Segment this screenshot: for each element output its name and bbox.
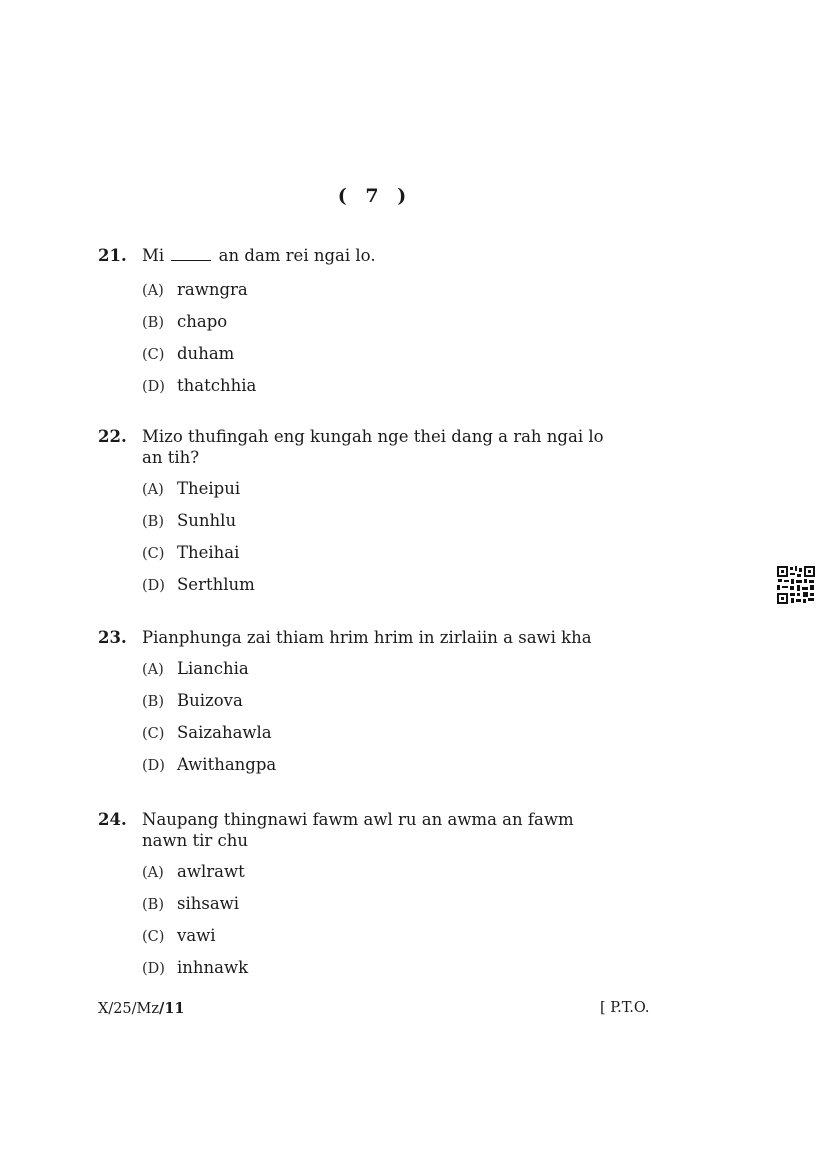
question-text: Mizo thufingah eng kungah nge thei dang a rah ngai lo an tih? bbox=[142, 427, 604, 467]
option-list bbox=[142, 478, 618, 606]
option-d: (D) inhnawk bbox=[142, 958, 249, 977]
option-c: (C) duham bbox=[142, 344, 235, 363]
option-d: (D) Serthlum bbox=[142, 575, 255, 594]
question-number: 23. bbox=[98, 628, 127, 647]
question-number: 24. bbox=[98, 810, 127, 829]
option-list bbox=[142, 279, 618, 407]
option-d: (D) Awithangpa bbox=[142, 755, 277, 774]
option-b: (B) Sunhlu bbox=[142, 511, 237, 530]
qr-code-icon bbox=[776, 565, 816, 605]
option-list bbox=[142, 861, 618, 989]
page-number: ( 7 ) bbox=[337, 185, 413, 207]
question-text: Pianphunga zai thiam hrim hrim in zirlaiin a sawi kha bbox=[142, 628, 592, 647]
question-24 bbox=[98, 809, 618, 989]
question-text: Naupang thingnawi fawm awl ru an awma an fawm nawn tir chu bbox=[142, 810, 574, 850]
question-22 bbox=[98, 426, 618, 606]
option-b: (B) sihsawi bbox=[142, 894, 240, 913]
question-number: 22. bbox=[98, 427, 127, 446]
paper-code: X/25/Mz/11 bbox=[98, 1000, 185, 1017]
option-c: (C) Saizahawla bbox=[142, 723, 272, 742]
pto-label: [ P.T.O. bbox=[600, 1000, 650, 1016]
option-a: (A) rawngra bbox=[142, 280, 248, 299]
option-a: (A) Theipui bbox=[142, 479, 241, 498]
option-b: (B) Buizova bbox=[142, 691, 243, 710]
option-c: (C) vawi bbox=[142, 926, 216, 945]
option-c: (C) Theihai bbox=[142, 543, 240, 562]
fill-blank bbox=[171, 246, 211, 261]
option-a: (A) awlrawt bbox=[142, 862, 245, 881]
option-b: (B) chapo bbox=[142, 312, 228, 331]
question-text: Mi an dam rei ngai lo. bbox=[142, 246, 376, 265]
question-number: 21. bbox=[98, 246, 127, 265]
question-23 bbox=[98, 627, 618, 786]
option-a: (A) Lianchia bbox=[142, 659, 249, 678]
question-21 bbox=[98, 245, 618, 407]
option-list bbox=[142, 658, 618, 786]
option-d: (D) thatchhia bbox=[142, 376, 257, 395]
